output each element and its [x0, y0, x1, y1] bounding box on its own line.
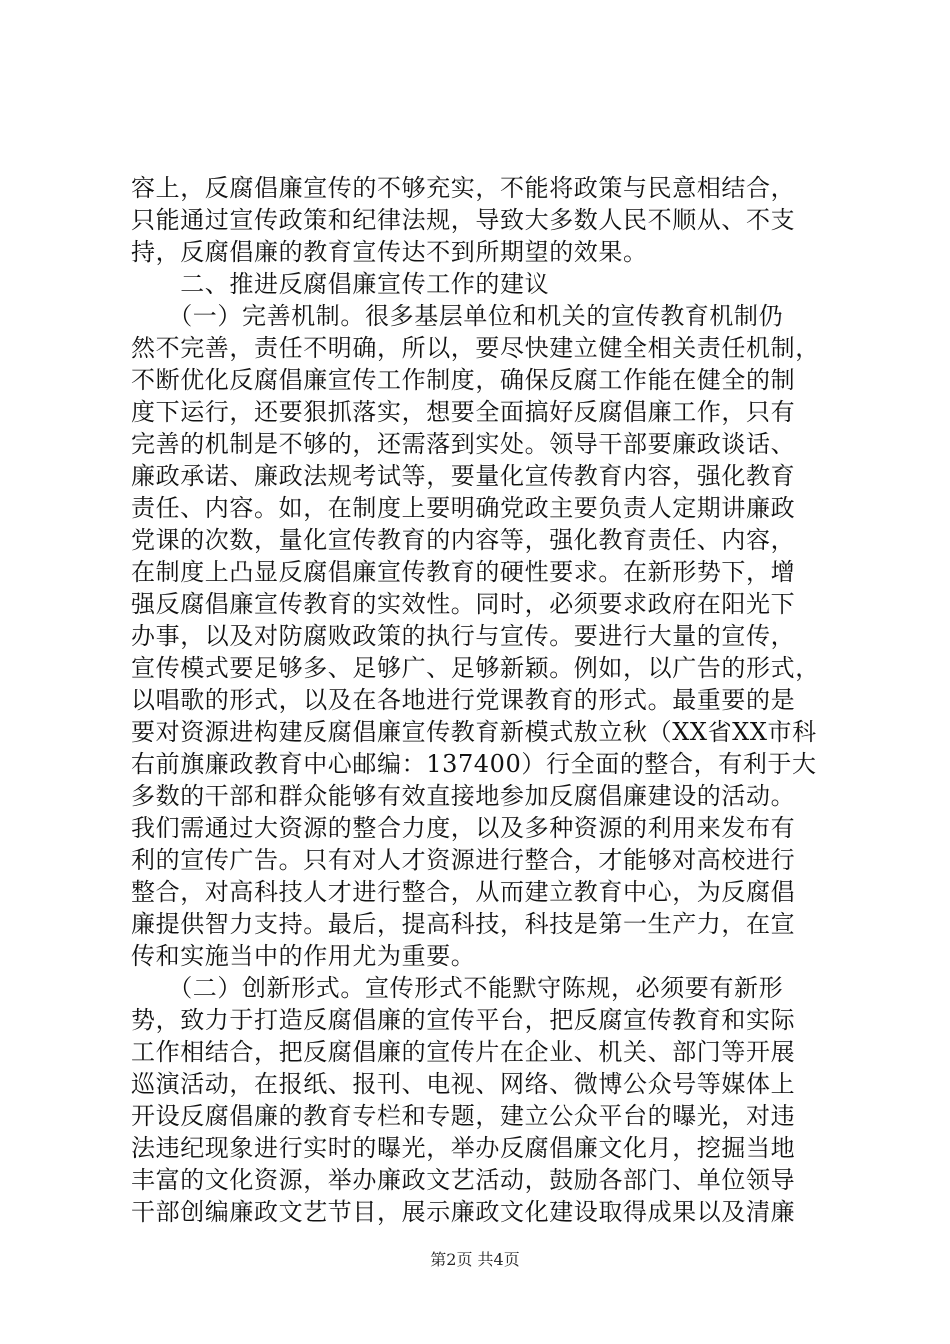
text-line: 办事，以及对防腐败政策的执行与宣传。要进行大量的宣传，	[131, 622, 796, 650]
text-line: 只能通过宣传政策和纪律法规，导致大多数人民不顺从、不支	[131, 206, 796, 234]
text-line: 不断优化反腐倡廉宣传工作制度，确保反腐工作能在健全的制	[131, 366, 796, 394]
text-line: 势，致力于打造反腐倡廉的宣传平台，把反腐宣传教育和实际	[131, 1006, 796, 1034]
text-line: 多数的干部和群众能够有效直接地参加反腐倡廉建设的活动。	[131, 782, 796, 810]
text-line: 传和实施当中的作用尤为重要。	[131, 942, 476, 970]
text-line: 法违纪现象进行实时的曝光，举办反腐倡廉文化月，挖掘当地	[131, 1134, 796, 1162]
text-line: （二）创新形式。宣传形式不能默守陈规，必须要有新形	[131, 974, 784, 1002]
text-line: 廉政承诺、廉政法规考试等，要量化宣传教育内容，强化教育	[131, 462, 796, 490]
text-line: 要对资源进构建反腐倡廉宣传教育新模式敖立秋（XX省XX市科	[131, 718, 817, 746]
text-line: 我们需通过大资源的整合力度，以及多种资源的利用来发布有	[131, 814, 796, 842]
text-line: 廉提供智力支持。最后，提高科技，科技是第一生产力，在宣	[131, 910, 796, 938]
text-line: 右前旗廉政教育中心邮编：137400）行全面的整合，有利于大	[131, 750, 817, 778]
text-line: 度下运行，还要狠抓落实，想要全面搞好反腐倡廉工作，只有	[131, 398, 796, 426]
text-line: 责任、内容。如，在制度上要明确党政主要负责人定期讲廉政	[131, 494, 796, 522]
text-line: 二、推进反腐倡廉宣传工作的建议	[131, 270, 550, 298]
text-line: 利的宣传广告。只有对人才资源进行整合，才能够对高校进行	[131, 846, 796, 874]
text-line: 在制度上凸显反腐倡廉宣传教育的硬性要求。在新形势下，增	[131, 558, 796, 586]
text-line: 丰富的文化资源，举办廉政文艺活动，鼓励各部门、单位领导	[131, 1166, 796, 1194]
text-line: 开设反腐倡廉的教育专栏和专题，建立公众平台的曝光，对违	[131, 1102, 796, 1130]
text-line: 宣传模式要足够多、足够广、足够新颖。例如，以广告的形式，	[131, 654, 820, 682]
page-footer: 第2页 共4页	[430, 1250, 520, 1269]
text-line: 干部创编廉政文艺节目，展示廉政文化建设取得成果以及清廉	[131, 1198, 796, 1226]
text-line: 强反腐倡廉宣传教育的实效性。同时，必须要求政府在阳光下	[131, 590, 796, 618]
text-line: 持，反腐倡廉的教育宣传达不到所期望的效果。	[131, 238, 648, 266]
text-line: （一）完善机制。很多基层单位和机关的宣传教育机制仍	[131, 302, 784, 330]
text-line: 然不完善，责任不明确，所以，要尽快建立健全相关责任机制，	[131, 334, 820, 362]
text-line: 完善的机制是不够的，还需落到实处。领导干部要廉政谈话、	[131, 430, 796, 458]
text-line: 工作相结合，把反腐倡廉的宣传片在企业、机关、部门等开展	[131, 1038, 796, 1066]
text-line: 巡演活动，在报纸、报刊、电视、网络、微博公众号等媒体上	[131, 1070, 796, 1098]
text-line: 党课的次数，量化宣传教育的内容等，强化教育责任、内容，	[131, 526, 796, 554]
body-text	[131, 172, 831, 1228]
text-line: 整合，对高科技人才进行整合，从而建立教育中心，为反腐倡	[131, 878, 796, 906]
text-line: 容上，反腐倡廉宣传的不够充实，不能将政策与民意相结合，	[131, 174, 796, 202]
text-line: 以唱歌的形式，以及在各地进行党课教育的形式。最重要的是	[131, 686, 796, 714]
